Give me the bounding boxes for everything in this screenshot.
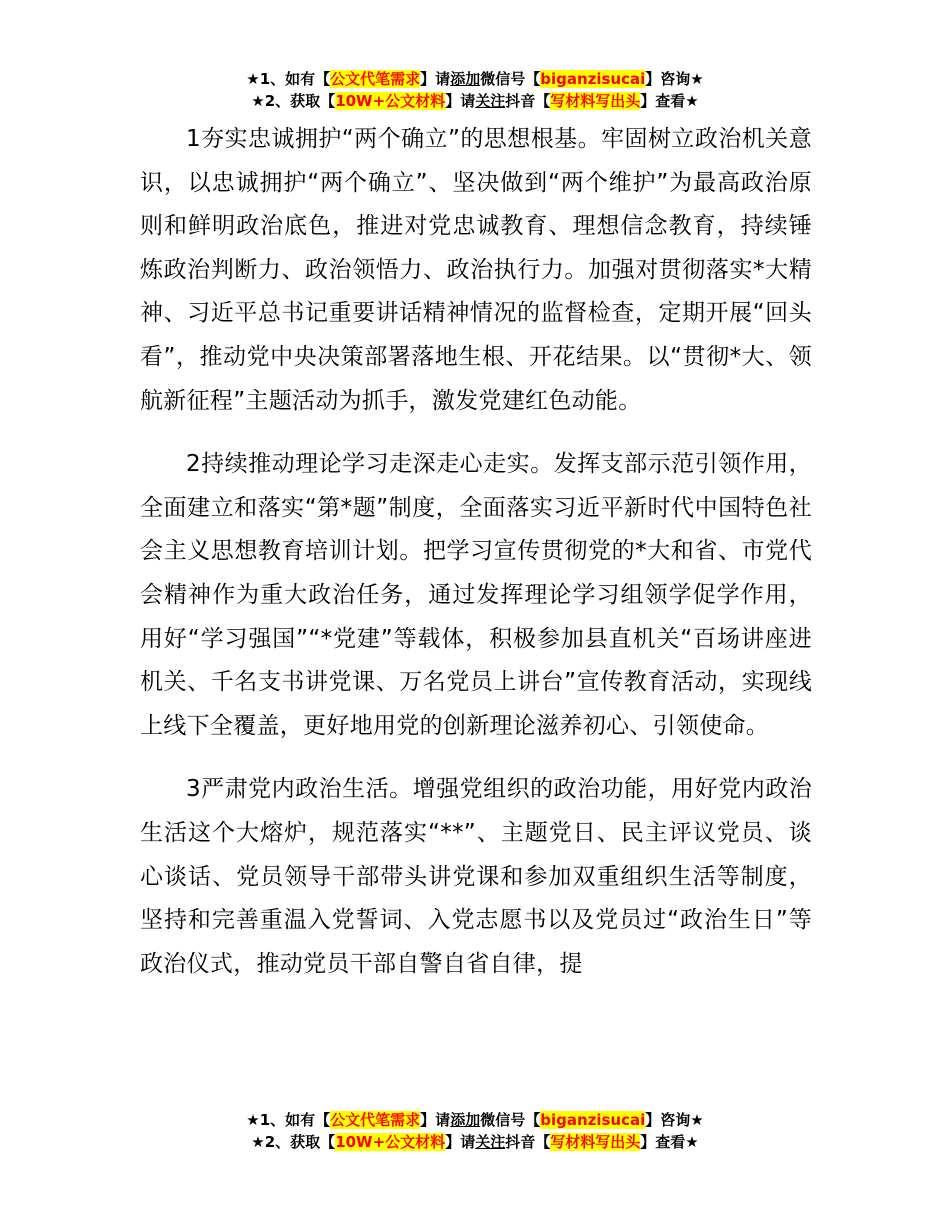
highlight-douyin-account: 写材料写出头	[550, 1133, 641, 1151]
footer-banner	[0, 1109, 950, 1153]
banner-text: 】请	[420, 70, 451, 88]
banner-line-1	[0, 1109, 950, 1131]
banner-underlined-text: 添加	[450, 70, 481, 88]
banner-text: ★2、获取【	[251, 92, 336, 110]
banner-text: 】查看★	[640, 1133, 699, 1151]
banner-line-1	[0, 68, 950, 90]
highlight-service: 公文代笔需求	[330, 70, 421, 88]
highlight-wechat-id: biganzisucai	[540, 70, 646, 88]
banner-text: ★1、如有【	[246, 1111, 331, 1129]
paragraph-3: 3严肃党内政治生活。增强党组织的政治功能，用好党内政治生活这个大熔炉，规范落实“**”、主题党日、民主评议党员、谈心谈话、党员领导干部带头讲党课和参加双重组织生活等制度，坚持和完善重温入党誓词、入党志愿书以及党员过“政治生日”等政治仪式，推动党员干部自警自省自律，提	[140, 776, 812, 977]
banner-text: 抖音【	[505, 92, 551, 110]
banner-text: ★1、如有【	[246, 70, 331, 88]
paragraph-2: 2持续推动理论学习走深走心走实。发挥支部示范引领作用，全面建立和落实“第*题”制度，全面落实习近平新时代中国特色社会主义思想教育培训计划。把学习宣传贯彻党的*大和省、市党代会精神作为重大政治任务，通过发挥理论学习组领学促学作用，用好“学习强国”“*党建”等载体，积极参加县直机关“百场讲座进机关、千名支书讲党课、万名党员上讲台”宣传教育活动，实现线上线下全覆盖，更好地用党的创新理论滋养初心、引领使命。	[140, 451, 812, 739]
paragraph-1: 1夯实忠诚拥护“两个确立”的思想根基。牢固树立政治机关意识，以忠诚拥护“两个确立”、坚决做到“两个维护”为最高政治原则和鲜明政治底色，推进对党忠诚教育、理想信念教育，持续锤炼政治判断力、政治领悟力、政治执行力。加强对贯彻落实*大精神、习近平总书记重要讲话精神情况的监督检查，定期开展“回头看”，推动党中央决策部署落地生根、开花结果。以“贯彻*大、领航新征程”主题活动为抓手，激发党建红色动能。	[140, 126, 812, 414]
banner-text: 】请	[420, 1111, 451, 1129]
highlight-wechat-id: biganzisucai	[540, 1111, 646, 1129]
banner-text: 抖音【	[505, 1133, 551, 1151]
highlight-materials: 10W+公文材料	[335, 92, 446, 110]
banner-underlined-text: 关注	[475, 92, 506, 110]
banner-text: 】请	[445, 92, 476, 110]
header-banner	[0, 68, 950, 112]
banner-text: 】请	[445, 1133, 476, 1151]
highlight-douyin-account: 写材料写出头	[550, 92, 641, 110]
banner-underlined-text: 添加	[450, 1111, 481, 1129]
banner-line-2	[0, 1131, 950, 1153]
highlight-service: 公文代笔需求	[330, 1111, 421, 1129]
banner-line-2	[0, 90, 950, 112]
banner-text: 】查看★	[640, 92, 699, 110]
document-body	[140, 118, 812, 1006]
banner-text: 微信号【	[480, 70, 541, 88]
banner-text: 】咨询★	[645, 70, 704, 88]
highlight-materials: 10W+公文材料	[335, 1133, 446, 1151]
banner-text: ★2、获取【	[251, 1133, 336, 1151]
banner-text: 微信号【	[480, 1111, 541, 1129]
banner-underlined-text: 关注	[475, 1133, 506, 1151]
banner-text: 】咨询★	[645, 1111, 704, 1129]
